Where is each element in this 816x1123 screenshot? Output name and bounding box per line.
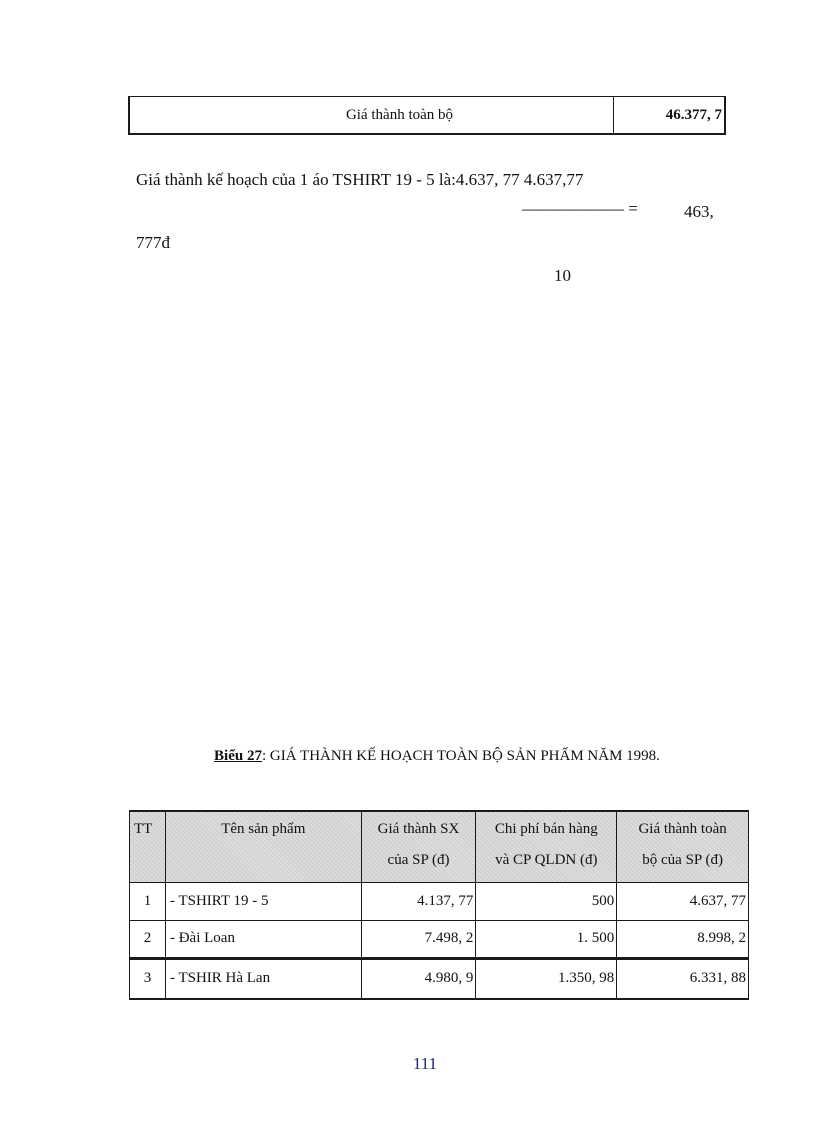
row-sales-cost: 1.350, 98	[476, 958, 617, 999]
fraction-result: 463,	[684, 202, 714, 221]
row-tt: 1	[130, 882, 166, 920]
row-tt: 3	[130, 958, 166, 999]
total-cost-label: Giá thành toàn bộ	[130, 97, 614, 133]
header-production-cost-line2: của SP (đ)	[387, 852, 450, 868]
table-row	[130, 920, 749, 958]
plan-cost-sentence: Giá thành kế hoạch của 1 áo TSHIRT 19 - 5 là:4.637, 77 4.637,77	[136, 170, 584, 189]
caption-text: : GIÁ THÀNH KẾ HOẠCH TOÀN BỘ SẢN PHẨM NĂM 1998.	[261, 748, 660, 764]
row-total-cost: 6.331, 88	[617, 958, 749, 999]
header-sales-cost	[476, 811, 617, 882]
total-cost-value: 46.377, 7	[665, 106, 722, 123]
header-total-cost-line1: Giá thành toàn	[638, 821, 727, 837]
row-product-name: - Đài Loan	[165, 920, 361, 958]
page-number: 111	[412, 1054, 438, 1073]
header-total-cost-line2: bộ của SP (đ)	[642, 852, 723, 868]
row-sales-cost: 500	[476, 882, 617, 920]
header-product-name: Tên sản phẩm	[165, 811, 361, 882]
fraction-denominator: 10	[554, 266, 571, 285]
row-product-name: - TSHIR Hà Lan	[165, 958, 361, 999]
table-header-row	[130, 811, 749, 882]
row-production-cost: 4.980, 9	[361, 958, 476, 999]
header-tt: TT	[130, 811, 166, 882]
row-tt: 2	[130, 920, 166, 958]
row-total-cost: 4.637, 77	[617, 882, 749, 920]
caption-label: Biểu 27	[214, 748, 262, 764]
header-production-cost	[361, 811, 476, 882]
table-caption	[0, 748, 816, 765]
row-production-cost: 4.137, 77	[361, 882, 476, 920]
fraction-line: —————— =	[522, 199, 638, 218]
header-sales-cost-line1: Chi phí bán hàng	[494, 821, 598, 837]
table-row	[130, 882, 749, 920]
header-sales-cost-line2: và CP QLDN (đ)	[495, 852, 598, 868]
row-production-cost: 7.498, 2	[361, 920, 476, 958]
row-product-name: - TSHIRT 19 - 5	[165, 882, 361, 920]
total-cost-table	[128, 96, 726, 135]
table-row	[130, 958, 749, 999]
fraction-result-tail: 777đ	[136, 233, 170, 252]
row-total-cost: 8.998, 2	[617, 920, 749, 958]
header-total-cost	[617, 811, 749, 882]
header-production-cost-line1: Giá thành SX	[377, 821, 460, 837]
row-sales-cost: 1. 500	[476, 920, 617, 958]
product-cost-table	[129, 810, 749, 1000]
